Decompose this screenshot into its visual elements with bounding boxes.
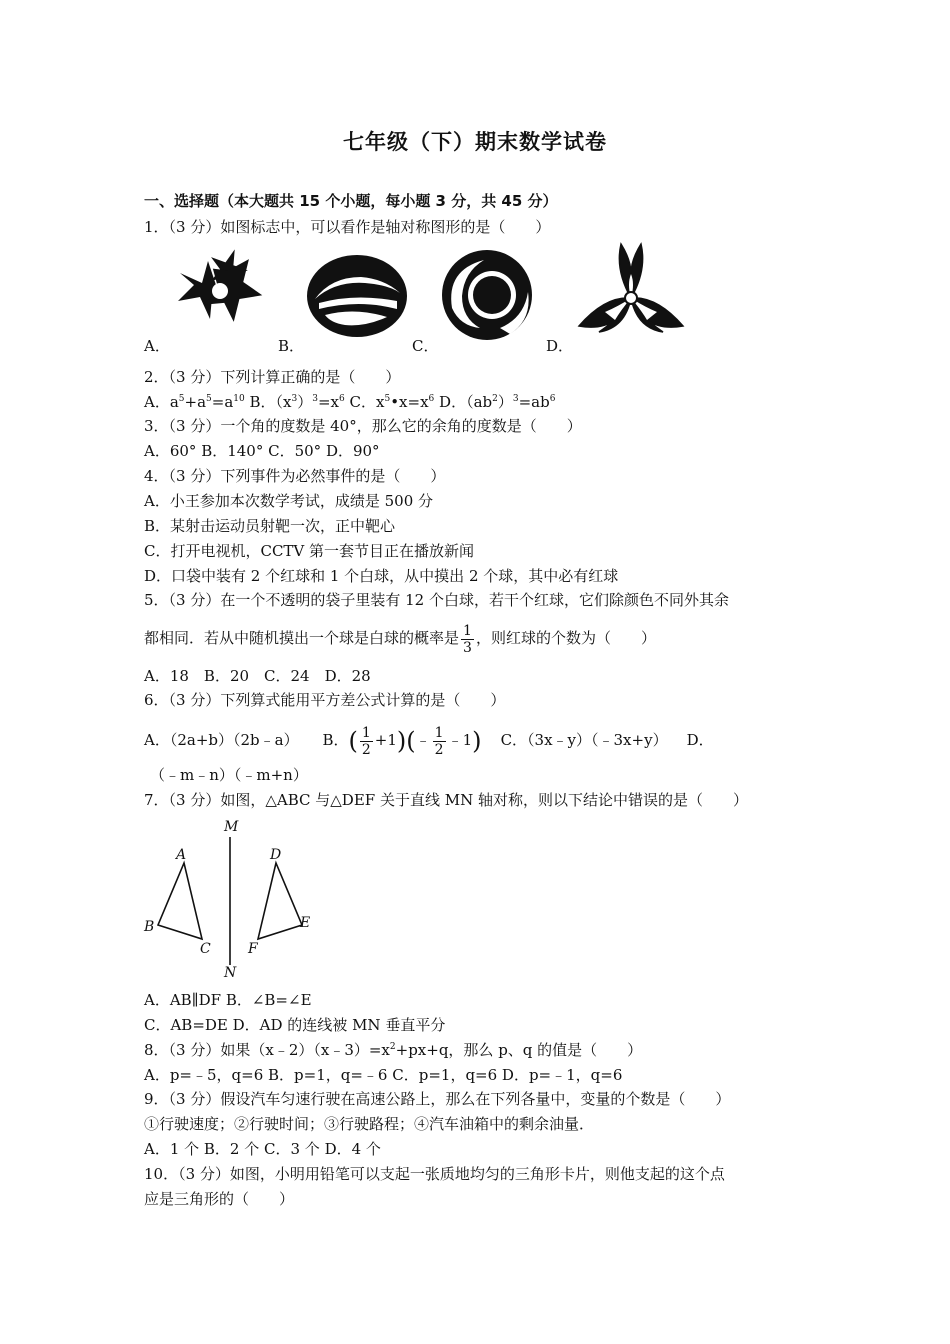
ring-logo-icon [305, 253, 410, 339]
question-1-stem: 1．（3 分）如图标志中，可以看作是轴对称图形的是（ ） [144, 218, 551, 236]
swirl-logo-icon [440, 248, 535, 343]
label-m: M [224, 819, 239, 835]
question-4-stem: 4．（3 分）下列事件为必然事件的是（ ） [144, 467, 446, 485]
label-e: E [300, 915, 311, 931]
stars-logo-icon [172, 243, 268, 339]
question-5-stem: 5．（3 分）在一个不透明的袋子里装有 12 个白球，若干个红球，它们除颜色不同外其余 [144, 591, 729, 609]
question-10-stem-line2: 应是三角形的（ ） [144, 1190, 295, 1208]
question-8-options: A．p=﹣5，q=6 B．p=1，q=﹣6 C．p=1，q=6 D．p=﹣1，q=6 [144, 1066, 623, 1084]
question-7-options-2: C．AB=DE D．AD 的连线被 MN 垂直平分 [144, 1016, 446, 1034]
question-5-options: A．18 B．20 C．24 D．28 [144, 667, 371, 685]
triangle-def [258, 863, 302, 939]
probability-fraction: $\frac{1}{3}$ [463, 622, 472, 656]
q4-option-c[interactable]: C．打开电视机，CCTV 第一套节目正在播放新闻 [144, 542, 475, 560]
q4-option-d[interactable]: D．口袋中装有 2 个红球和 1 个白球，从中摸出 2 个球，其中必有红球 [144, 567, 619, 585]
question-5-stem-line2: 都相同．若从中随机摸出一个球是白球的概率是 $\frac{1}{3}$ ，则红球的个数为（ ） [144, 622, 656, 656]
label-a: A [176, 847, 187, 863]
triangle-abc [158, 863, 202, 939]
question-9-options: A．1 个 B．2 个 C．3 个 D．4 个 [144, 1140, 381, 1158]
question-2-stem: 2．（3 分）下列计算正确的是（ ） [144, 368, 401, 386]
label-b: B [144, 919, 155, 935]
label-c: C [200, 941, 211, 957]
q1-option-b[interactable]: B． [278, 337, 305, 355]
question-3-stem: 3．（3 分）一个角的度数是 40°，那么它的余角的度数是（ ） [144, 417, 582, 435]
label-f: F [248, 941, 258, 957]
q4-option-a[interactable]: A．小王参加本次数学考试，成绩是 500 分 [144, 492, 434, 510]
page-title: 七年级（下）期末数学试卷 [343, 130, 607, 154]
q7-figure [140, 815, 320, 980]
question-9-items: ①行驶速度；②行驶时间；③行驶路程；④汽车油箱中的剩余油量． [144, 1115, 595, 1133]
question-10-stem: 10．（3 分）如图，小明用铅笔可以支起一张质地均匀的三角形卡片，则他支起的这个点 [144, 1165, 725, 1183]
q1-option-d[interactable]: D． [546, 337, 574, 355]
question-3-options: A．60° B．140° C．50° D．90° [144, 442, 380, 460]
question-6-stem: 6．（3 分）下列算式能用平方差公式计算的是（ ） [144, 691, 506, 709]
section-heading: 一、选择题（本大题共 15 个小题，每小题 3 分，共 45 分） [144, 192, 558, 210]
question-2-options: A．$a^5+a^5=a^{10}$ B．$(x^3)^3=x^6$ C．$x^5•x=x^6$ D．$(ab^2)^3=ab^6$ [144, 393, 556, 411]
question-8-stem: 8．（3 分）如果$(x﹣2)(x﹣3)=x^2+px+q$，那么 p、q 的值是（ ） [144, 1041, 643, 1059]
label-d: D [270, 847, 282, 863]
question-7-stem: 7．（3 分）如图，△ABC 与△DEF 关于直线 MN 轴对称，则以下结论中错误的是（ ） [144, 791, 748, 809]
label-n: N [224, 965, 237, 980]
question-9-stem: 9．（3 分）假设汽车匀速行驶在高速公路上，那么在下列各量中，变量的个数是（ ） [144, 1090, 731, 1108]
trefoil-logo-icon [575, 240, 687, 336]
q4-option-b[interactable]: B．某射击运动员射靶一次，正中靶心 [144, 517, 396, 535]
q6-option-d-text: （﹣m﹣n）（﹣m+n） [150, 766, 308, 784]
question-6-options: A．（2a+b）（2b﹣a） B．( $\frac{1}{2}$ +1)(﹣ $\frac{1}{2}$ ﹣1) C．（3x﹣y）（﹣3x+y） D． [144, 724, 714, 758]
q1-option-c[interactable]: C． [412, 337, 439, 355]
q1-option-a[interactable]: A． [144, 337, 170, 355]
question-7-options-1: A．AB∥DF B．∠B=∠E [144, 991, 312, 1009]
